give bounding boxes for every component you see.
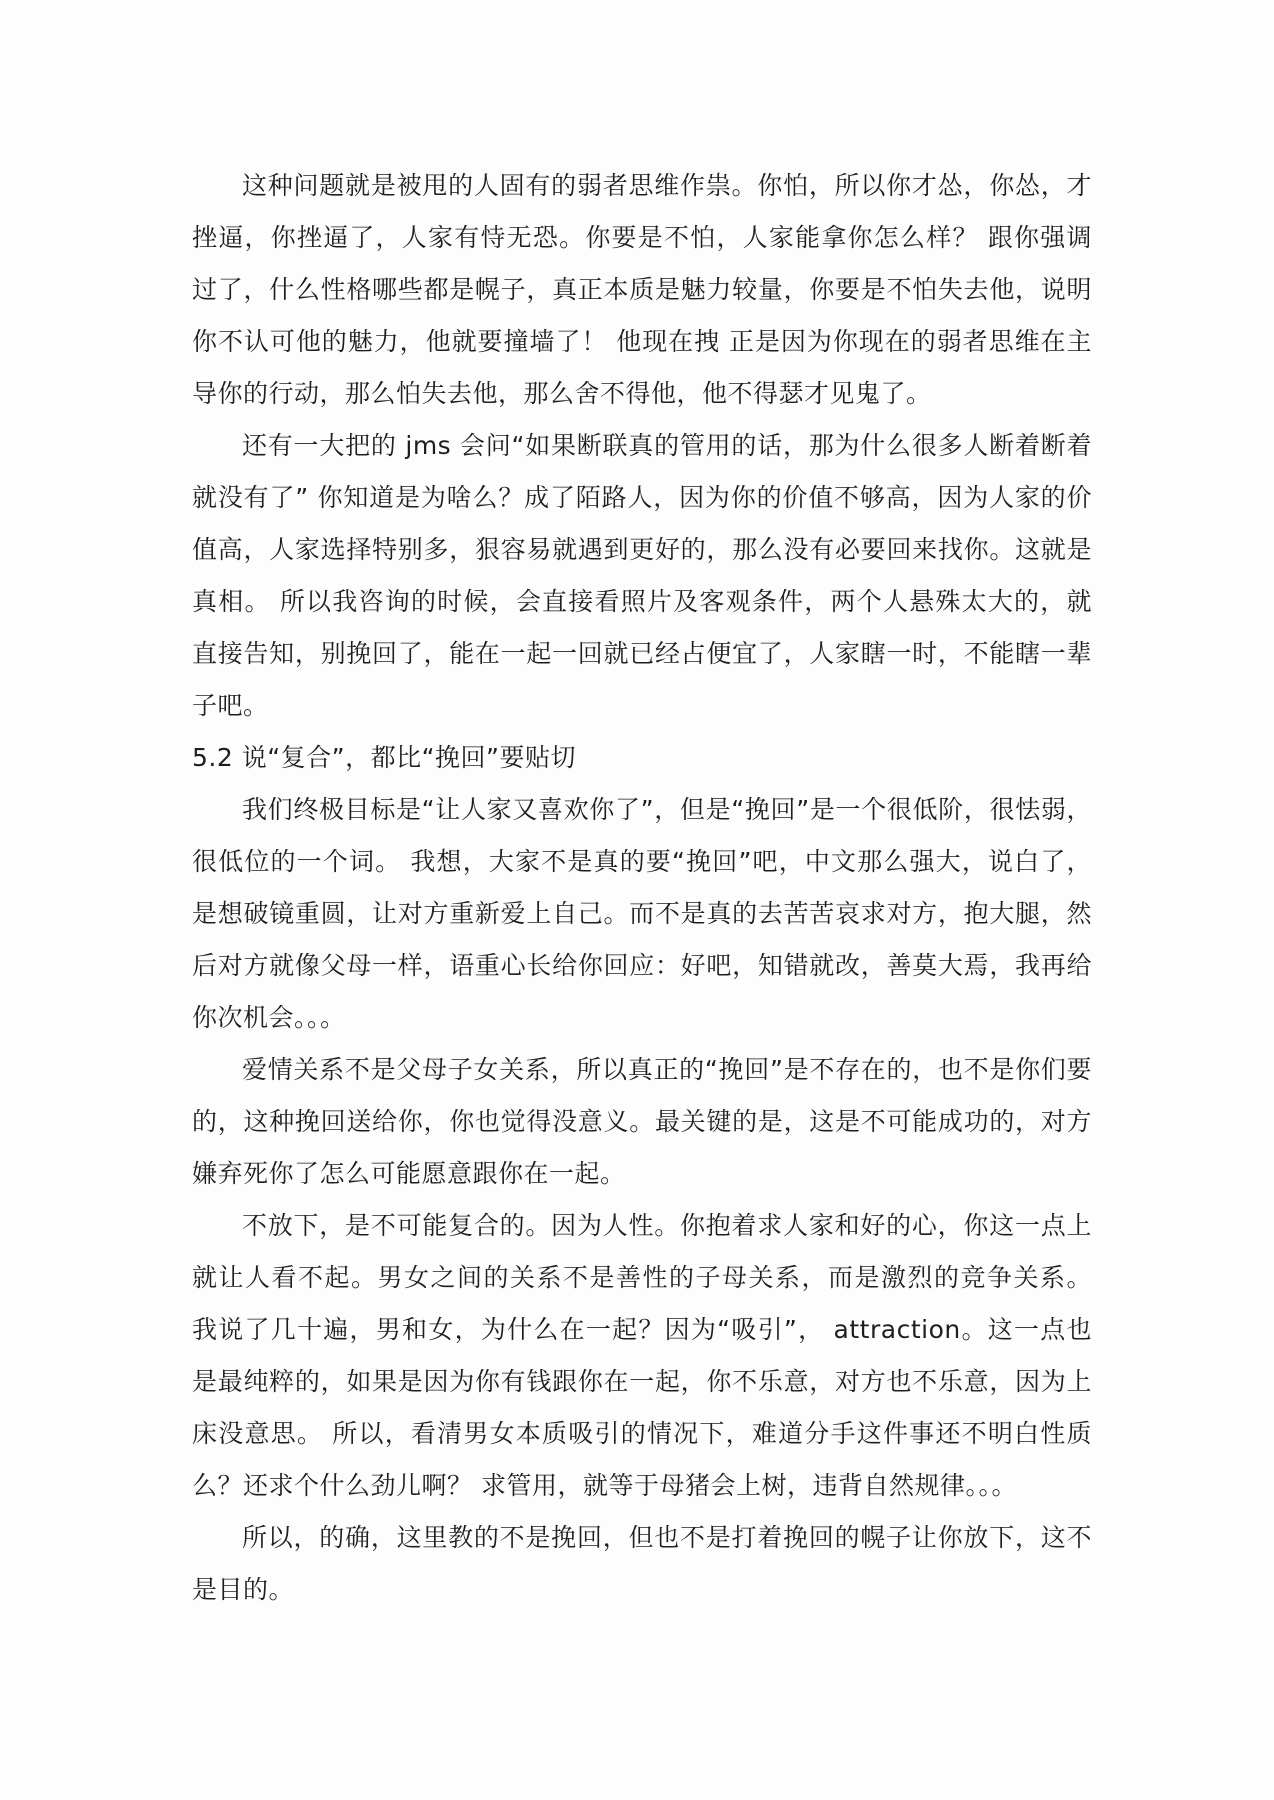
section-heading-5-2: 5.2 说“复合”，都比“挽回”要贴切	[192, 743, 577, 772]
paragraph-conclusion: 所以，的确，这里教的不是挽回，但也不是打着挽回的幌子让你放下，这不是目的。	[192, 1523, 1092, 1604]
paragraph-no-contact: 还有一大把的 jms 会问“如果断联真的管用的话，那为什么很多人断着断着就没有了” 你知道是为啥么？成了陌路人，因为你的价值不够高，因为人家的价值高，人家选择特别多，狠容易就遇到更好的，那么没有必要回来找你。这就是真相。 所以我咨询的时候，会直接看照片及客观条件，两个人悬殊太大的，就直接告知，别挽回了，能在一起一回就已经占便宜了，人家瞎一时，不能瞎一辈子吧。	[192, 431, 1092, 720]
paragraph-weak-mindset: 这种问题就是被甩的人固有的弱者思维作祟。你怕，所以你才怂，你怂，才挫逼，你挫逼了，人家有恃无恐。你要是不怕，人家能拿你怎么样？ 跟你强调过了，什么性格哪些都是幌子，真正本质是魅力较量，你要是不怕失去他，说明你不认可他的魅力，他就要撞墙了！ 他现在拽 正是因为你现在的弱者思维在主导你的行动，那么怕失去他，那么舍不得他，他不得瑟才见鬼了。	[192, 171, 1092, 408]
paragraph-ultimate-goal: 我们终极目标是“让人家又喜欢你了”，但是“挽回”是一个很低阶，很怯弱，很低位的一个词。 我想，大家不是真的要“挽回”吧，中文那么强大，说白了，是想破镜重圆，让对方重新爱上自己。而不是真的去苦苦哀求对方，抱大腿，然后对方就像父母一样，语重心长给你回应：好吧，知错就改，善莫大焉，我再给你次机会。。。	[192, 795, 1092, 1032]
paragraph-love-relationship: 爱情关系不是父母子女关系，所以真正的“挽回”是不存在的，也不是你们要的，这种挽回送给你，你也觉得没意义。最关键的是，这是不可能成功的，对方嫌弃死你了怎么可能愿意跟你在一起。	[192, 1055, 1092, 1188]
document-body	[192, 160, 1092, 1616]
paragraph-let-go: 不放下，是不可能复合的。因为人性。你抱着求人家和好的心，你这一点上就让人看不起。男女之间的关系不是善性的子母关系，而是激烈的竞争关系。 我说了几十遍，男和女，为什么在一起？因为“吸引”， attraction。这一点也是最纯粹的，如果是因为你有钱跟你在一起，你不乐意，对方也不乐意，因为上床没意思。 所以，看清男女本质吸引的情况下，难道分手这件事还不明白性质么？还求个什么劲儿啊？ 求管用，就等于母猪会上树，违背自然规律。。。	[192, 1211, 1092, 1500]
